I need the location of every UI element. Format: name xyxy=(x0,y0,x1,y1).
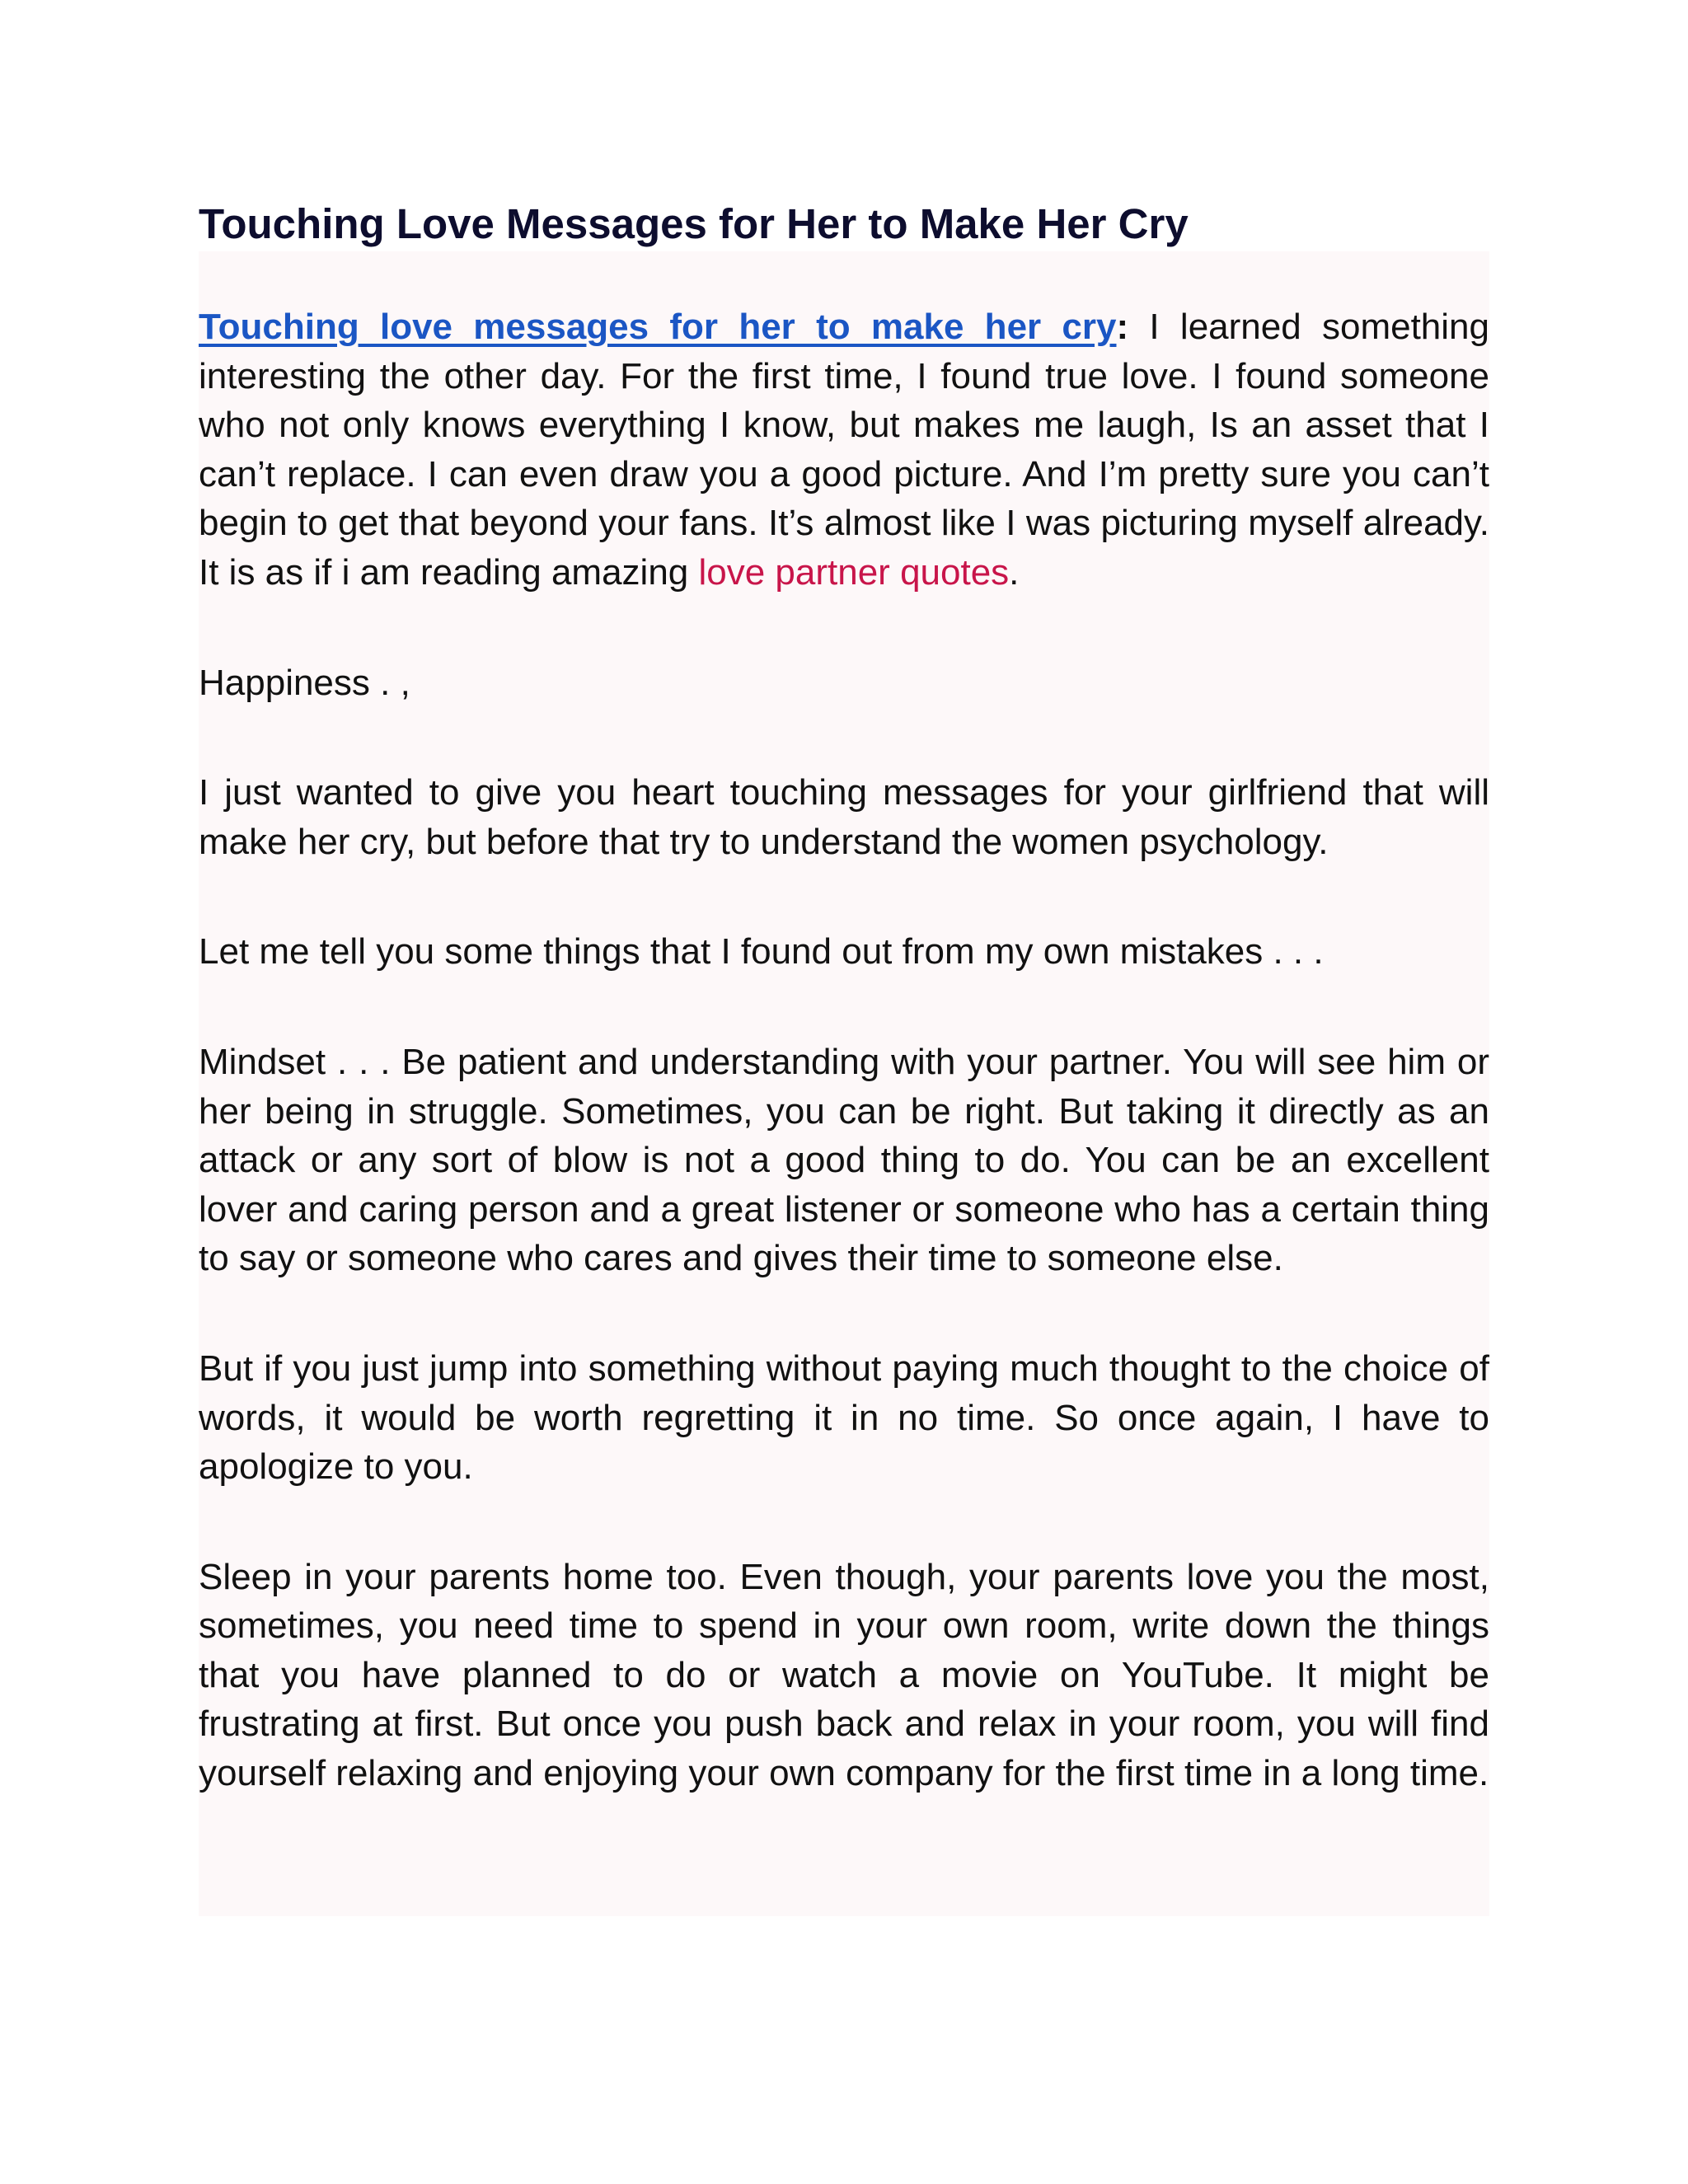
intro-text: I learned something interesting the other day. For the first time, I found true love. I found someone who not only knows everything I know, but makes me laugh, Is an asset that I can’t replace. I can even draw you a good picture. And I’m pretty sure you can’t begin to get that beyond your fans. It’s almost like I was picturing myself already. It is as if i am reading amazing xyxy=(199,307,1489,593)
page-title: Touching Love Messages for Her to Make Her Cry xyxy=(199,200,1189,247)
intro-paragraph xyxy=(199,302,1489,598)
intro-end: . xyxy=(1009,551,1020,593)
paragraph-choice-of-words: But if you just jump into something without paying much thought to the choice of words, it would be worth regretting it in no time. So once again, I have to apologize to you. xyxy=(199,1347,1489,1488)
paragraph-mistakes: Let me tell you some things that I found out from my own mistakes . . . xyxy=(199,931,1324,972)
paragraph-girlfriend-messages: I just wanted to give you heart touching messages for your girlfriend that will make her cry, but before that try to understand the women psychology. xyxy=(199,772,1489,862)
article xyxy=(199,194,1489,1798)
paragraph-mindset: Mindset . . . Be patient and understanding with your partner. You will see him or her being in struggle. Sometimes, you can be right. But taking it directly as an attack or any sort of blow is not a good thing to do. You can be an excellent lover and caring person and a great listener or someone who has a certain thing to say or someone who cares and gives their time to someone else. xyxy=(199,1041,1489,1279)
paragraph-parents-home: Sleep in your parents home too. Even though, your parents love you the most, sometimes, you need time to spend in your own room, write down the things that you have planned to do or watch a movie on YouTube. It might be frustrating at first. But once you push back and relax in your room, you will find yourself relaxing and enjoying your own company for the first time in a long time. xyxy=(199,1556,1489,1794)
intro-colon: : xyxy=(1116,307,1129,347)
love-partner-quotes-link[interactable]: love partner quotes xyxy=(698,551,1010,593)
title-keyword-link[interactable]: Touching love messages for her to make her cry xyxy=(199,307,1117,347)
paragraph-happiness: Happiness . , xyxy=(199,662,410,703)
